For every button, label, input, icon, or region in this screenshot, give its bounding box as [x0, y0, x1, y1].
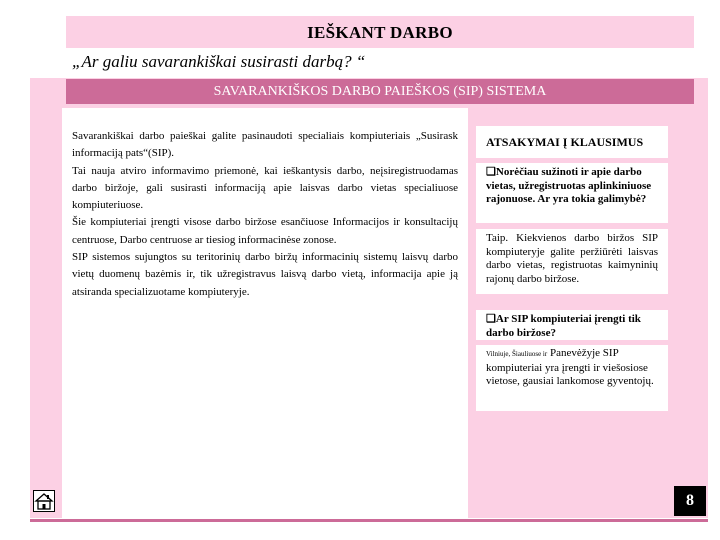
- main-paragraph: Savarankiškai darbo paieškai galite pasinaudoti specialiais kompiuteriais „Susirask informaciją pats“(SIP).: [72, 130, 458, 160]
- main-paragraph: Šie kompiuteriai įrengti visose darbo biržose esančiuose Informacijos ir konsultacijų centruose, Darbo centruose ar tiesiog informacinėse zonose.: [72, 216, 458, 246]
- main-text-panel: [62, 108, 468, 520]
- home-button[interactable]: [33, 490, 55, 512]
- page-number: 8: [674, 486, 706, 516]
- page-subtitle: „Ar galiu savarankiškai susirasti darbą? “: [72, 52, 366, 71]
- bottom-divider: [30, 519, 708, 522]
- bullet-icon: ❑: [486, 313, 496, 325]
- faq-answer-2-small: Vilniuje, Šiauliuose ir: [486, 350, 548, 358]
- section-title: SAVARANKIŠKOS DARBO PAIEŠKOS (SIP) SISTEMA: [66, 79, 694, 104]
- faq-question-2: [476, 310, 668, 340]
- bullet-icon: ❑: [486, 166, 496, 178]
- faq-question-1-text: Norėčiau sužinoti ir apie darbo vietas, užregistruotas aplinkiniuose rajonuose. Ar yra tokia galimybė?: [486, 166, 652, 205]
- main-paragraph: SIP sistemos sujungtos su teritorinių darbo biržų informacinių sistemų laisvų darbo vietų duomenų bazėmis ir, tik užregistravus laisvą darbo vietą, informacija apie ją atsiranda specializuotame kompiuteryje.: [72, 251, 458, 298]
- faq-answer-1: Taip. Kiekvienos darbo biržos SIP kompiuteryje galite peržiūrėti laisvas darbo vietas, registruotas kaimyninių rajonų darbo biržose.: [476, 229, 668, 294]
- page-title: IEŠKANT DARBO: [66, 16, 694, 48]
- faq-question-1: [476, 163, 668, 223]
- main-paragraph: Tai nauja atviro informavimo priemonė, kai ieškantysis darbo, neįsiregistruodamas darbo biržoje, gali susirasti informaciją apie laisvas darbo vietas specialiuose kompiuteriuose.: [72, 164, 458, 212]
- faq-question-2-text: Ar SIP kompiuteriai įrengti tik darbo biržose?: [486, 313, 641, 339]
- faq-answer-2: [476, 345, 668, 411]
- faq-title: ATSAKYMAI Į KLAUSIMUS: [476, 126, 668, 158]
- faq-answer-2-text: Panevėžyje SIP kompiuteriai yra įrengti ir viešosiose vietose, gausiai lankomose gyventojų.: [486, 347, 654, 387]
- home-icon: [33, 490, 55, 512]
